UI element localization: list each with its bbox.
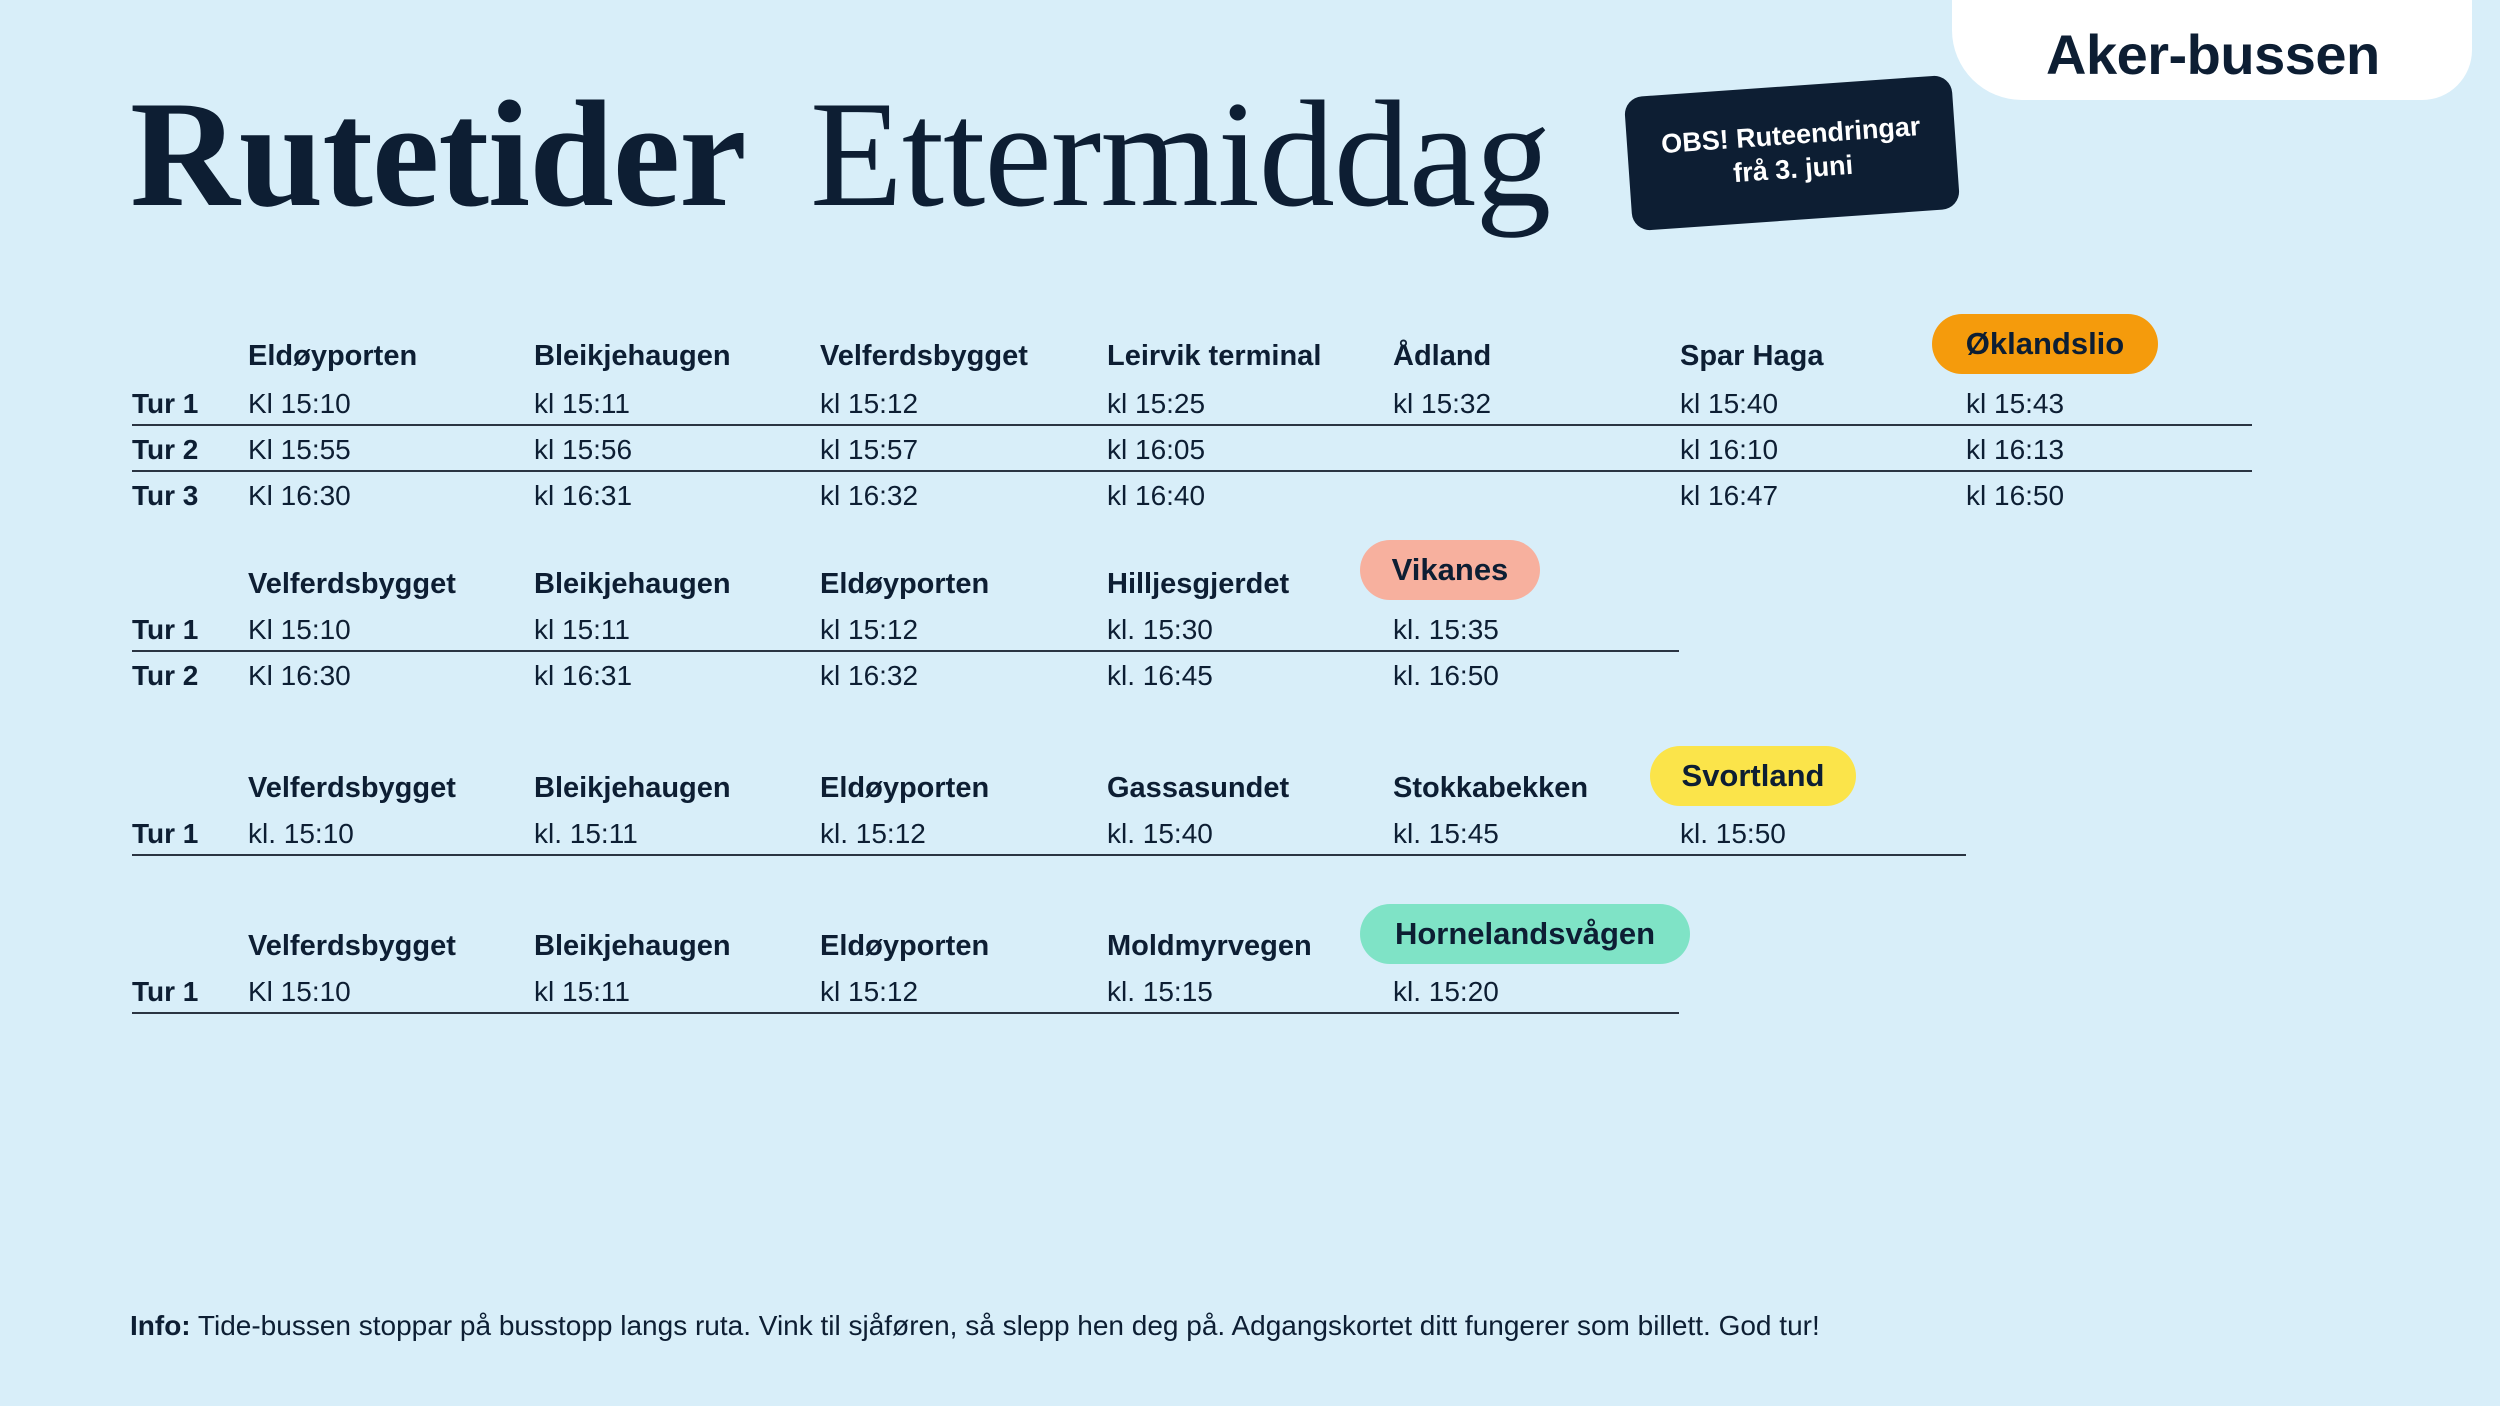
destination-badge: Øklandslio — [1932, 314, 2158, 374]
departure-time: kl 15:43 — [1966, 388, 2065, 419]
departure-time: kl. 15:40 — [1107, 818, 1213, 849]
destination-badge: Vikanes — [1360, 540, 1540, 600]
stop-header: Moldmyrvegen — [1107, 930, 1312, 962]
departure-time: kl 15:12 — [820, 388, 919, 419]
departure-time: kl 15:11 — [534, 388, 630, 419]
trip-label: Tur 3 — [132, 480, 199, 511]
stop-header: Velferdsbygget — [820, 340, 1028, 372]
departure-time: kl 16:31 — [534, 480, 633, 511]
departure-time: kl 16:10 — [1680, 434, 1779, 465]
departure-time: kl 15:25 — [1107, 388, 1206, 419]
departure-time: Kl 15:55 — [248, 434, 351, 465]
departure-time: kl 15:40 — [1680, 388, 1779, 419]
departure-time: kl 15:11 — [534, 976, 630, 1007]
stop-header: Hilljesgjerdet — [1107, 568, 1290, 600]
row-divider — [132, 650, 1679, 652]
departure-time: Kl 15:10 — [248, 614, 351, 645]
stop-header: Velferdsbygget — [248, 772, 456, 804]
stop-header: Bleikjehaugen — [534, 340, 731, 372]
info-text: Tide-bussen stoppar på busstopp langs ruta. Vink til sjåføren, så slepp hen deg på. Adgangskortet ditt fungerer som billett. God tur! — [190, 1310, 1820, 1341]
stop-header: Stokkabekken — [1393, 772, 1589, 804]
row-divider — [132, 1012, 1679, 1014]
stop-header: Eldøyporten — [820, 930, 990, 962]
departure-time: kl. 15:15 — [1107, 976, 1213, 1007]
departure-time: kl. 15:11 — [534, 818, 638, 849]
departure-time: kl. 16:45 — [1107, 660, 1213, 691]
departure-time: Kl 16:30 — [248, 660, 351, 691]
departure-time: kl. 15:30 — [1107, 614, 1213, 645]
departure-time: kl 16:47 — [1680, 480, 1779, 511]
notice-line-2: frå 3. juni — [1732, 149, 1855, 189]
departure-time: kl 16:32 — [820, 480, 919, 511]
departure-time: kl 16:31 — [534, 660, 633, 691]
brand-name: Aker-bussen — [2046, 23, 2380, 86]
departure-time: kl. 16:50 — [1393, 660, 1499, 691]
departure-time: kl. 15:50 — [1680, 818, 1786, 849]
trip-label: Tur 1 — [132, 818, 199, 849]
departure-time: kl 15:12 — [820, 614, 919, 645]
departure-time: kl. 15:35 — [1393, 614, 1499, 645]
destination-badge: Hornelandsvågen — [1360, 904, 1690, 964]
page-title: Rutetider — [130, 70, 746, 238]
info-footer — [130, 1310, 1820, 1342]
stop-header: Eldøyporten — [820, 568, 990, 600]
stop-header: Eldøyporten — [820, 772, 990, 804]
stop-header: Bleikjehaugen — [534, 772, 731, 804]
stop-header: Bleikjehaugen — [534, 930, 731, 962]
departure-time: kl. 15:12 — [820, 818, 926, 849]
departure-time: kl 16:05 — [1107, 434, 1206, 465]
stop-header: Ådland — [1393, 340, 1492, 372]
stop-header: Velferdsbygget — [248, 568, 456, 600]
departure-time: kl 16:50 — [1966, 480, 2065, 511]
departure-time: kl 15:56 — [534, 434, 633, 465]
trip-label: Tur 1 — [132, 614, 199, 645]
stop-header: Gassasundet — [1107, 772, 1290, 804]
row-divider — [132, 470, 2252, 472]
stop-header: Eldøyporten — [248, 340, 418, 372]
departure-time: kl 15:11 — [534, 614, 630, 645]
departure-time: kl 15:32 — [1393, 388, 1492, 419]
page-subtitle: Ettermiddag — [810, 70, 1551, 238]
departure-time: kl 16:32 — [820, 660, 919, 691]
destination-badge: Svortland — [1650, 746, 1856, 806]
departure-time: kl. 15:20 — [1393, 976, 1499, 1007]
departure-time: kl 15:12 — [820, 976, 919, 1007]
trip-label: Tur 1 — [132, 976, 199, 1007]
stop-header: Spar Haga — [1680, 340, 1824, 372]
departure-time: Kl 16:30 — [248, 480, 351, 511]
stop-header: Leirvik terminal — [1107, 340, 1322, 372]
trip-label: Tur 1 — [132, 388, 199, 419]
stop-header: Bleikjehaugen — [534, 568, 731, 600]
notice-line-1: OBS! Ruteendringar — [1660, 111, 1922, 160]
trip-label: Tur 2 — [132, 660, 199, 691]
departure-time: kl 16:40 — [1107, 480, 1206, 511]
departure-time: kl 15:57 — [820, 434, 919, 465]
notice-badge — [1624, 75, 1961, 232]
row-divider — [132, 424, 2252, 426]
departure-time: kl. 15:10 — [248, 818, 354, 849]
departure-time: kl. 15:45 — [1393, 818, 1499, 849]
info-label: Info: — [130, 1310, 191, 1341]
departure-time: Kl 15:10 — [248, 388, 351, 419]
trip-label: Tur 2 — [132, 434, 199, 465]
departure-time: Kl 15:10 — [248, 976, 351, 1007]
departure-time: kl 16:13 — [1966, 434, 2065, 465]
stop-header: Velferdsbygget — [248, 930, 456, 962]
row-divider — [132, 854, 1966, 856]
